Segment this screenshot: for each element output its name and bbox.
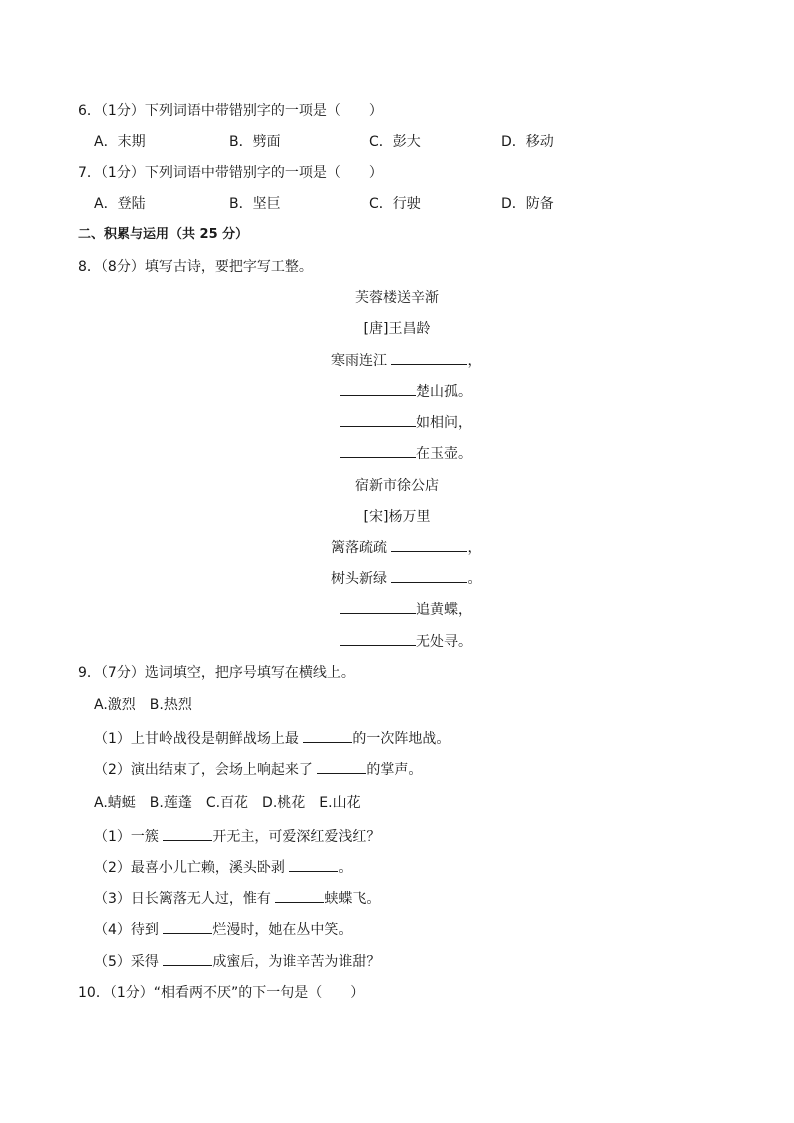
q10-stem: 10．（1分）“相看两不厌”的下一句是（ ） xyxy=(78,985,365,1001)
answer-blank[interactable] xyxy=(163,951,212,966)
q6-option-c[interactable]: C．彭大 xyxy=(369,134,421,150)
answer-blank[interactable] xyxy=(163,826,212,841)
answer-blank[interactable] xyxy=(391,537,467,552)
q6-stem: 6．（1分）下列词语中带错别字的一项是（ ） xyxy=(78,103,383,119)
answer-blank[interactable] xyxy=(340,443,416,458)
answer-blank[interactable] xyxy=(391,350,467,365)
poem1-line-2 xyxy=(340,381,472,403)
q7-option-d[interactable]: D．防备 xyxy=(501,196,554,212)
q7-stem: 7．（1分）下列词语中带错别字的一项是（ ） xyxy=(78,165,383,181)
q7-option-c[interactable]: C．行驶 xyxy=(369,196,421,212)
poem-text: 树头新绿 xyxy=(331,571,392,587)
q8-stem: 8．（8分）填写古诗，要把字写工整。 xyxy=(78,259,313,275)
poem2-line-2 xyxy=(331,568,481,590)
poem-text: 追黄蝶， xyxy=(416,602,472,618)
q6-option-d[interactable]: D．移动 xyxy=(501,134,554,150)
poem-text: 如相问， xyxy=(416,415,472,431)
poem1-author: [唐]王昌龄 xyxy=(363,321,431,337)
q9-item xyxy=(94,857,352,879)
item-text: 烂漫时，她在丛中笑。 xyxy=(212,922,353,938)
answer-blank[interactable] xyxy=(340,412,416,427)
poem-text: ， xyxy=(467,353,482,369)
poem-text: 无处寻。 xyxy=(416,634,472,650)
answer-blank[interactable] xyxy=(303,728,352,743)
item-text: 开无主，可爱深红爱浅红？ xyxy=(212,829,381,845)
poem-text: ， xyxy=(467,540,482,556)
item-text: （3）日长篱落无人过，惟有 xyxy=(94,891,276,907)
item-text: 蛱蝶飞。 xyxy=(324,891,381,907)
item-text: （1）上甘岭战役是朝鲜战场上最 xyxy=(94,731,304,747)
poem2-line-1 xyxy=(331,537,481,559)
answer-blank[interactable] xyxy=(317,759,366,774)
q9-item xyxy=(94,826,380,848)
q9-item xyxy=(94,919,352,941)
q9-item xyxy=(94,759,422,781)
answer-blank[interactable] xyxy=(391,568,467,583)
poem1-line-4 xyxy=(340,443,472,465)
q9-item xyxy=(94,951,380,973)
poem2-author: [宋]杨万里 xyxy=(363,509,431,525)
poem1-line-1 xyxy=(331,350,481,372)
poem2-title: 宿新市徐公店 xyxy=(355,478,439,494)
q6-option-b[interactable]: B．劈面 xyxy=(229,134,281,150)
answer-blank[interactable] xyxy=(340,599,416,614)
poem2-line-3 xyxy=(340,599,472,621)
answer-blank[interactable] xyxy=(289,857,338,872)
poem-text: 篱落疏疏 xyxy=(331,540,392,556)
item-text: （5）采得 xyxy=(94,954,164,970)
section-title: 二、积累与运用（共 25 分） xyxy=(78,227,249,242)
q9-item xyxy=(94,728,450,750)
poem-text: 寒雨连江 xyxy=(331,353,392,369)
answer-blank[interactable] xyxy=(340,381,416,396)
item-text: 。 xyxy=(338,860,353,876)
q9-choices-2: A.蜻蜓 B.莲蓬 C.百花 D.桃花 E.山花 xyxy=(94,795,361,811)
q6-option-a[interactable]: A．末期 xyxy=(94,134,146,150)
answer-blank[interactable] xyxy=(340,631,416,646)
item-text: （1）一簇 xyxy=(94,829,164,845)
poem2-line-4 xyxy=(340,631,472,653)
poem1-title: 芙蓉楼送辛渐 xyxy=(355,290,439,306)
answer-blank[interactable] xyxy=(163,919,212,934)
q7-option-a[interactable]: A．登陆 xyxy=(94,196,146,212)
item-text: 的一次阵地战。 xyxy=(352,731,451,747)
poem-text: 在玉壶。 xyxy=(416,446,472,462)
item-text: 的掌声。 xyxy=(366,762,423,778)
q9-stem: 9．（7分）选词填空，把序号填写在横线上。 xyxy=(78,665,355,681)
q7-option-b[interactable]: B．坚巨 xyxy=(229,196,281,212)
poem-text: 。 xyxy=(467,571,482,587)
item-text: 成蜜后，为谁辛苦为谁甜？ xyxy=(212,954,381,970)
poem-text: 楚山孤。 xyxy=(416,384,472,400)
answer-blank[interactable] xyxy=(275,888,324,903)
item-text: （2）演出结束了，会场上响起来了 xyxy=(94,762,318,778)
item-text: （2）最喜小儿亡赖，溪头卧剥 xyxy=(94,860,290,876)
item-text: （4）待到 xyxy=(94,922,164,938)
q9-choices-1: A.激烈 B.热烈 xyxy=(94,697,192,713)
q9-item xyxy=(94,888,380,910)
poem1-line-3 xyxy=(340,412,472,434)
